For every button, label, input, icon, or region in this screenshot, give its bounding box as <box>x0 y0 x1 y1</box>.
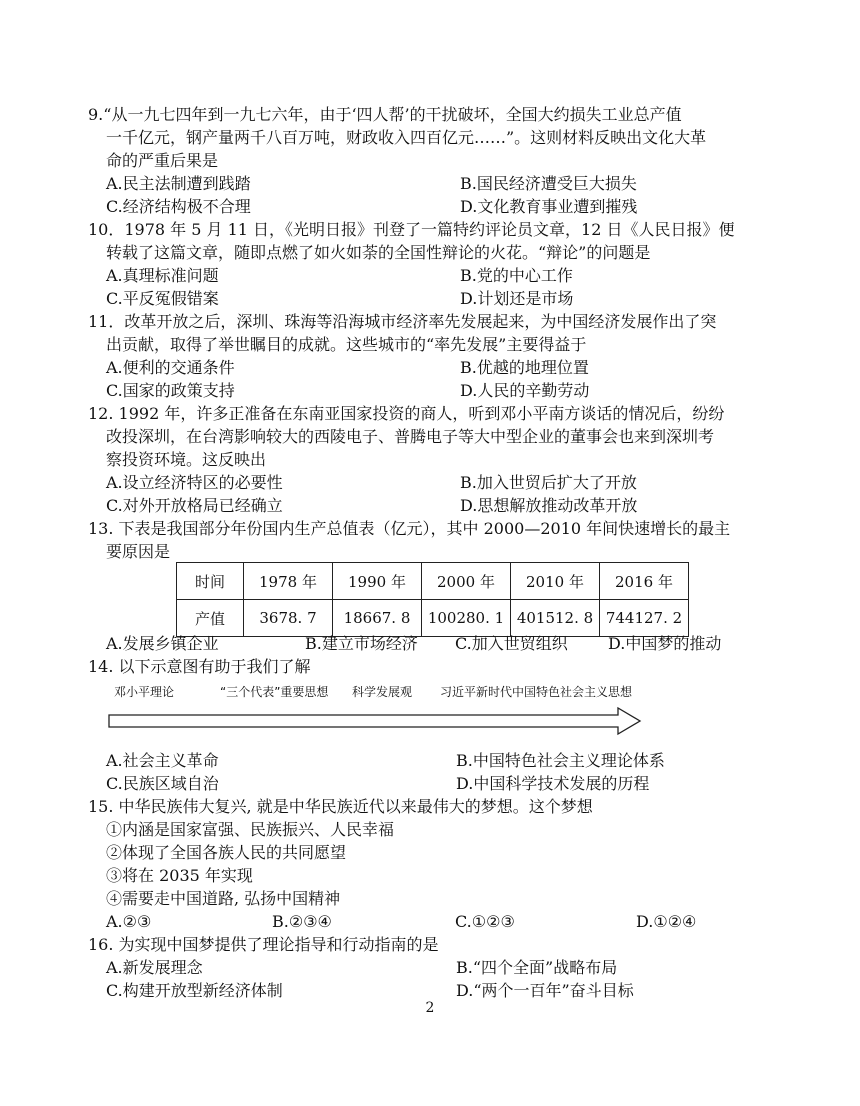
q10-option-c: C.平反冤假错案 <box>106 289 219 308</box>
theory-timeline-diagram <box>108 683 648 743</box>
q14-option-c: C.民族区域自治 <box>106 774 219 793</box>
table-cell: 1990 年 <box>333 563 422 600</box>
q9-line-2: 一千亿元，钢产量两千八百万吨，财政收入四百亿元……”。这则材料反映出文化大革 <box>106 128 707 147</box>
timeline-label: 习近平新时代中国特色社会主义思想 <box>440 685 633 699</box>
q12-option-c: C.对外开放格局已经确立 <box>106 496 283 515</box>
table-cell: 401512. 8 <box>511 600 600 637</box>
table-cell: 744127. 2 <box>600 600 689 637</box>
q12-option-a: A.设立经济特区的必要性 <box>106 473 283 492</box>
q14-option-a: A.社会主义革命 <box>106 751 219 770</box>
page-number: 2 <box>425 1000 435 1016</box>
q13-option-c: C.加入世贸组织 <box>455 634 568 653</box>
table-cell: 2010 年 <box>511 563 600 600</box>
table-cell: 18667. 8 <box>333 600 422 637</box>
timeline-arrow <box>108 705 648 737</box>
q9-line-3: 命的严重后果是 <box>106 151 219 170</box>
q10-option-d: D.计划还是市场 <box>460 289 574 308</box>
q12-line-1: 12. 1992 年，许多正准备在东南亚国家投资的商人，听到邓小平南方谈话的情况后，纷纷 <box>88 404 725 423</box>
q12-option-b: B.加入世贸后扩大了开放 <box>460 473 637 492</box>
q13-option-b: B.建立市场经济 <box>305 634 418 653</box>
q15-item-4: ④需要走中国道路, 弘扬中国精神 <box>106 889 341 908</box>
q11-line-1: 11．改革开放之后，深圳、珠海等沿海城市经济率先发展起来，为中国经济发展作出了突 <box>88 312 717 331</box>
q11-line-2: 出贡献，取得了举世瞩目的成就。这些城市的“率先发展”主要得益于 <box>106 335 587 354</box>
q15-item-3: ③将在 2035 年实现 <box>106 866 253 885</box>
q14-option-b: B.中国特色社会主义理论体系 <box>456 751 665 770</box>
q14-option-d: D.中国科学技术发展的历程 <box>456 774 650 793</box>
q11-option-d: D.人民的辛勤劳动 <box>460 381 590 400</box>
q16-line-1: 16. 为实现中国梦提供了理论指导和行动指南的是 <box>88 935 439 954</box>
q10-option-b: B.党的中心工作 <box>460 266 573 285</box>
q12-line-3: 察投资环境。这反映出 <box>106 450 267 469</box>
table-cell: 2000 年 <box>422 563 511 600</box>
q16-option-b: B.“四个全面”战略布局 <box>456 958 618 977</box>
table-cell: 100280. 1 <box>422 600 511 637</box>
q9-option-b: B.国民经济遭受巨大损失 <box>460 174 637 193</box>
table-row <box>177 600 689 637</box>
q11-option-a: A.便利的交通条件 <box>106 358 235 377</box>
table-cell: 时间 <box>177 563 244 600</box>
q14-line-1: 14. 以下示意图有助于我们了解 <box>88 657 311 676</box>
table-cell: 产值 <box>177 600 244 637</box>
q9-option-d: D.文化教育事业遭到摧残 <box>460 197 638 216</box>
q13-line-1: 13. 下表是我国部分年份国内生产总值表（亿元），其中 2000—2010 年间快速增长的最主 <box>88 519 731 538</box>
q12-option-d: D.思想解放推动改革开放 <box>460 496 638 515</box>
gdp-table <box>176 562 689 637</box>
q15-option-c: C.①②③ <box>455 912 515 931</box>
q15-option-b: B.②③④ <box>272 912 332 931</box>
q12-line-2: 改投深圳，在台湾影响较大的西陵电子、普腾电子等大中型企业的董事会也来到深圳考 <box>106 427 715 446</box>
q9-option-a: A.民主法制遭到践踏 <box>106 174 251 193</box>
q15-option-a: A.②③ <box>106 912 152 931</box>
table-row <box>177 563 689 600</box>
q10-line-1: 10．1978 年 5 月 11 日，《光明日报》刊登了一篇特约评论员文章，12 日《人民日报》便 <box>88 220 735 239</box>
q15-line-1: 15. 中华民族伟大复兴, 就是中华民族近代以来最伟大的梦想。这个梦想 <box>88 797 593 816</box>
q9-option-c: C.经济结构极不合理 <box>106 197 251 216</box>
q16-option-a: A.新发展理念 <box>106 958 203 977</box>
timeline-label: “三个代表”重要思想 <box>220 685 329 699</box>
q11-option-b: B.优越的地理位置 <box>460 358 589 377</box>
q13-option-a: A.发展乡镇企业 <box>106 634 219 653</box>
q15-option-d: D.①②④ <box>636 912 697 931</box>
q10-option-a: A.真理标准问题 <box>106 266 219 285</box>
q10-line-2: 转载了这篇文章，随即点燃了如火如荼的全国性辩论的火花。“辩论”的问题是 <box>106 243 651 262</box>
q11-option-c: C.国家的政策支持 <box>106 381 235 400</box>
q13-option-d: D.中国梦的推动 <box>608 634 722 653</box>
q16-option-d: D.“两个一百年”奋斗目标 <box>456 981 634 1000</box>
q15-item-1: ①内涵是国家富强、民族振兴、人民幸福 <box>106 820 395 839</box>
q15-item-2: ②体现了全国各族人民的共同愿望 <box>106 843 347 862</box>
timeline-label: 邓小平理论 <box>114 685 175 699</box>
timeline-label: 科学发展观 <box>352 685 413 699</box>
table-cell: 1978 年 <box>244 563 333 600</box>
q16-option-c: C.构建开放型新经济体制 <box>106 981 283 1000</box>
table-cell: 3678. 7 <box>244 600 333 637</box>
q13-line-2: 要原因是 <box>106 542 171 561</box>
q9-line-1: 9.“从一九七四年到一九七六年，由于‘四人帮’的干扰破坏，全国大约损失工业总产值 <box>88 105 682 124</box>
table-cell: 2016 年 <box>600 563 689 600</box>
